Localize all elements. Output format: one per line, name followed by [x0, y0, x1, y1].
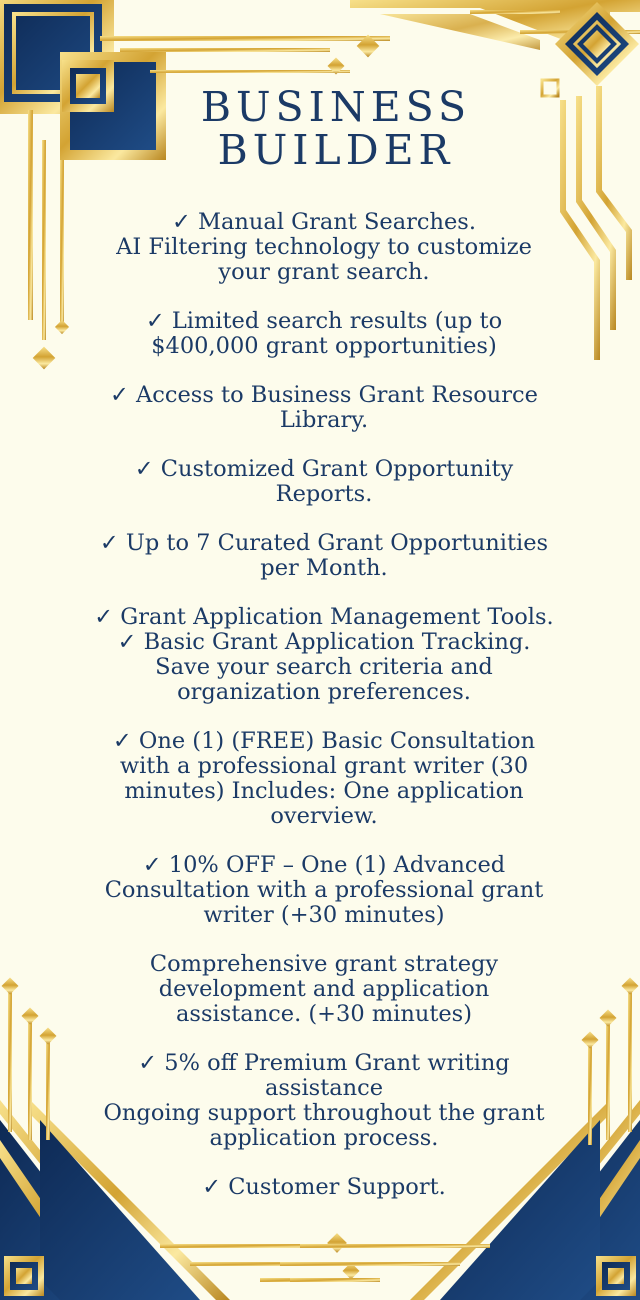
feature-resource-library	[60, 383, 588, 433]
feature-line: Consultation with a professional grant	[104, 877, 544, 903]
feature-line: your grant search.	[218, 259, 430, 285]
page-title	[84, 83, 588, 174]
feature-line: writer (+30 minutes)	[203, 902, 445, 928]
feature-line: ✓ Grant Application Management Tools.	[94, 604, 554, 630]
feature-customer-support	[60, 1175, 588, 1200]
feature-line: AI Filtering technology to customize	[116, 234, 532, 260]
feature-application-tools	[60, 605, 588, 705]
feature-line: Reports.	[275, 481, 373, 507]
content-column	[60, 83, 588, 1224]
feature-line: application process.	[209, 1125, 439, 1151]
feature-line: $400,000 grant opportunities)	[151, 333, 497, 359]
feature-grant-strategy	[60, 952, 588, 1027]
feature-line: ✓ Manual Grant Searches.	[171, 209, 477, 235]
feature-grant-searches	[60, 210, 588, 285]
feature-line: minutes) Includes: One application	[124, 778, 524, 804]
feature-line: ✓ One (1) (FREE) Basic Consultation	[112, 728, 536, 754]
feature-line: assistance	[264, 1075, 384, 1101]
feature-line: Save your search criteria and	[155, 654, 493, 680]
feature-line: per Month.	[260, 555, 388, 581]
feature-line: Library.	[279, 407, 369, 433]
features-list	[60, 210, 588, 1200]
feature-line: Ongoing support throughout the grant	[103, 1100, 545, 1126]
feature-line: ✓ Up to 7 Curated Grant Opportunities	[99, 530, 549, 556]
feature-line: ✓ 5% off Premium Grant writing	[138, 1050, 510, 1076]
title-line-2: BUILDER	[217, 126, 455, 174]
feature-advanced-consultation	[60, 853, 588, 928]
feature-basic-consultation	[60, 729, 588, 829]
feature-line: development and application	[158, 976, 490, 1002]
feature-opportunity-reports	[60, 457, 588, 507]
feature-search-results	[60, 309, 588, 359]
feature-line: ✓ 10% OFF – One (1) Advanced	[142, 852, 506, 878]
feature-line: ✓ Customized Grant Opportunity	[134, 456, 514, 482]
feature-line: ✓ Customer Support.	[202, 1174, 446, 1200]
feature-premium-writing	[60, 1051, 588, 1151]
title-line-1: BUSINESS	[200, 83, 472, 131]
feature-line: assistance. (+30 minutes)	[175, 1001, 473, 1027]
feature-line: with a professional grant writer (30	[119, 753, 529, 779]
feature-curated-opportunities	[60, 531, 588, 581]
feature-line: organization preferences.	[177, 679, 471, 705]
feature-line: ✓ Access to Business Grant Resource	[110, 382, 538, 408]
feature-line: overview.	[270, 803, 378, 829]
feature-line: ✓ Basic Grant Application Tracking.	[117, 629, 531, 655]
feature-line: ✓ Limited search results (up to	[145, 308, 503, 334]
feature-line: Comprehensive grant strategy	[149, 951, 499, 977]
